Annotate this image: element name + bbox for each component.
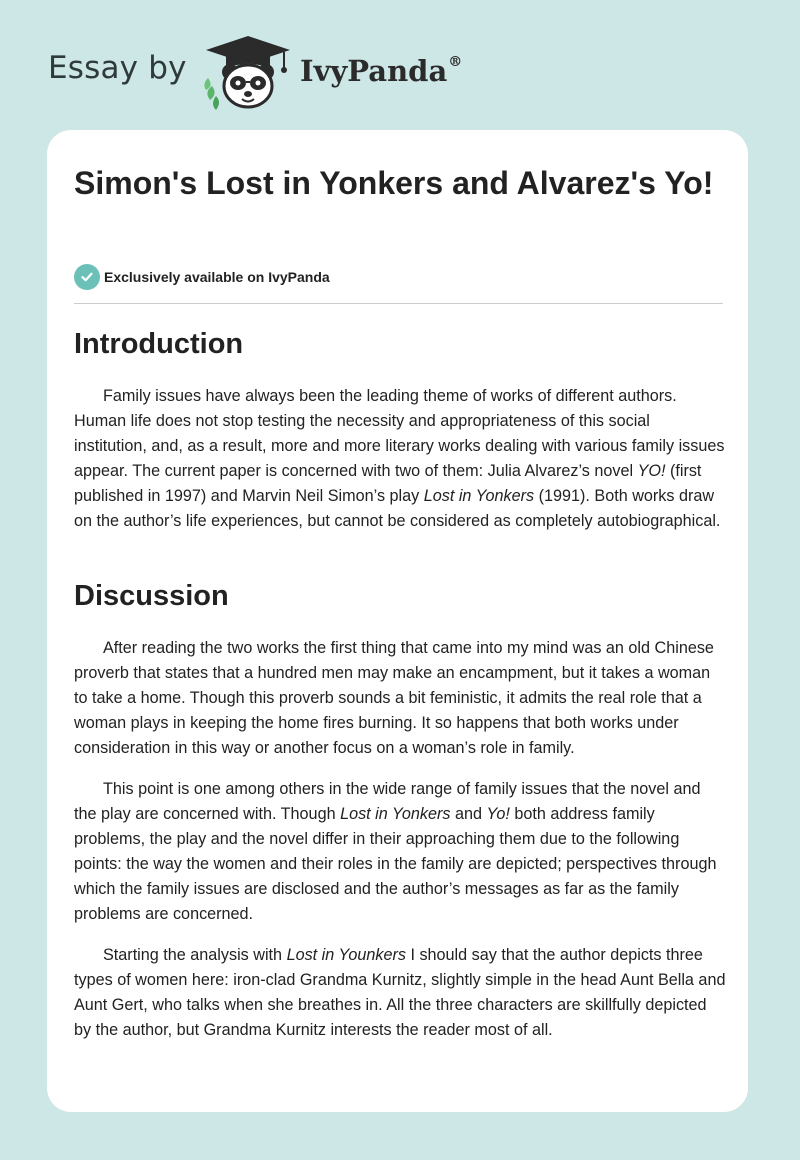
italic-title-lost-in-yonkers: Lost in Yonkers bbox=[340, 805, 451, 823]
paragraph bbox=[74, 777, 726, 927]
text-run: This point is one among others in the wide range of family issues that the novel and the play are concerned with. Though bbox=[74, 780, 701, 823]
essay-by-label: Essay by bbox=[48, 50, 187, 86]
essay-title: Simon's Lost in Yonkers and Alvarez's Yo! bbox=[74, 165, 714, 201]
text-run: and bbox=[450, 805, 487, 823]
site-header bbox=[48, 32, 508, 112]
text-run: (1991). Both works draw on the author’s life experiences, but cannot be considered as completely autobiographical. bbox=[74, 487, 721, 530]
exclusive-badge-text: Exclusively available on IvyPanda bbox=[104, 269, 330, 285]
panda-logo-icon[interactable] bbox=[202, 34, 294, 110]
section-heading-discussion: Discussion bbox=[74, 580, 229, 612]
italic-title-lost-in-yonkers: Lost in Yonkers bbox=[423, 487, 535, 505]
essay-card bbox=[47, 130, 748, 1112]
paragraph bbox=[74, 384, 726, 534]
italic-title-yo: YO! bbox=[637, 462, 666, 480]
exclusive-badge bbox=[74, 264, 330, 290]
section-heading-introduction: Introduction bbox=[74, 328, 244, 360]
brand-name[interactable] bbox=[300, 54, 462, 88]
text-run: (first published in 1997) and Marvin Neil Simon’s play bbox=[74, 462, 702, 505]
paragraph bbox=[74, 943, 726, 1043]
paragraph bbox=[74, 636, 726, 761]
italic-title-yo: Yo! bbox=[486, 805, 510, 823]
divider bbox=[74, 303, 723, 304]
text-run: both address family problems, the play and the novel differ in their approaching them due to the following points: the way the women and their roles in the family are depicted; perspectives through which the family issues are disclosed and the author’s messages as far as the family problems are concerned. bbox=[74, 805, 717, 923]
registered-mark: ® bbox=[448, 54, 463, 71]
text-run: Starting the analysis with bbox=[103, 946, 287, 964]
checkmark-icon bbox=[74, 264, 100, 290]
text-run: After reading the two works the first thing that came into my mind was an old Chinese proverb that states that a hundred men may make an encampment, but it takes a woman to take a home. Though this proverb sounds a bit feministic, it admits the real role that a woman plays in keeping the home fires burning. It so happens that both works under consideration in this way or another focus on a woman’s role in family. bbox=[74, 639, 714, 757]
text-run: Family issues have always been the leading theme of works of different authors. Human life does not stop testing the necessity and appropriateness of this social institution, and, as a result, more and more literary works dealing with various family issues appear. The current paper is concerned with two of them: Julia Alvarez’s novel bbox=[74, 387, 725, 480]
brand-text: IvyPanda bbox=[300, 54, 448, 88]
italic-title-lost-in-younkers: Lost in Younkers bbox=[286, 946, 406, 964]
text-run: I should say that the author depicts three types of women here: iron-clad Grandma Kurnitz, slightly simple in the head Aunt Bella and Aunt Gert, who talks when she breathes in. All the three characters are skillfully depicted by the author, but Grandma Kurnitz interests the reader most of all. bbox=[74, 946, 726, 1039]
